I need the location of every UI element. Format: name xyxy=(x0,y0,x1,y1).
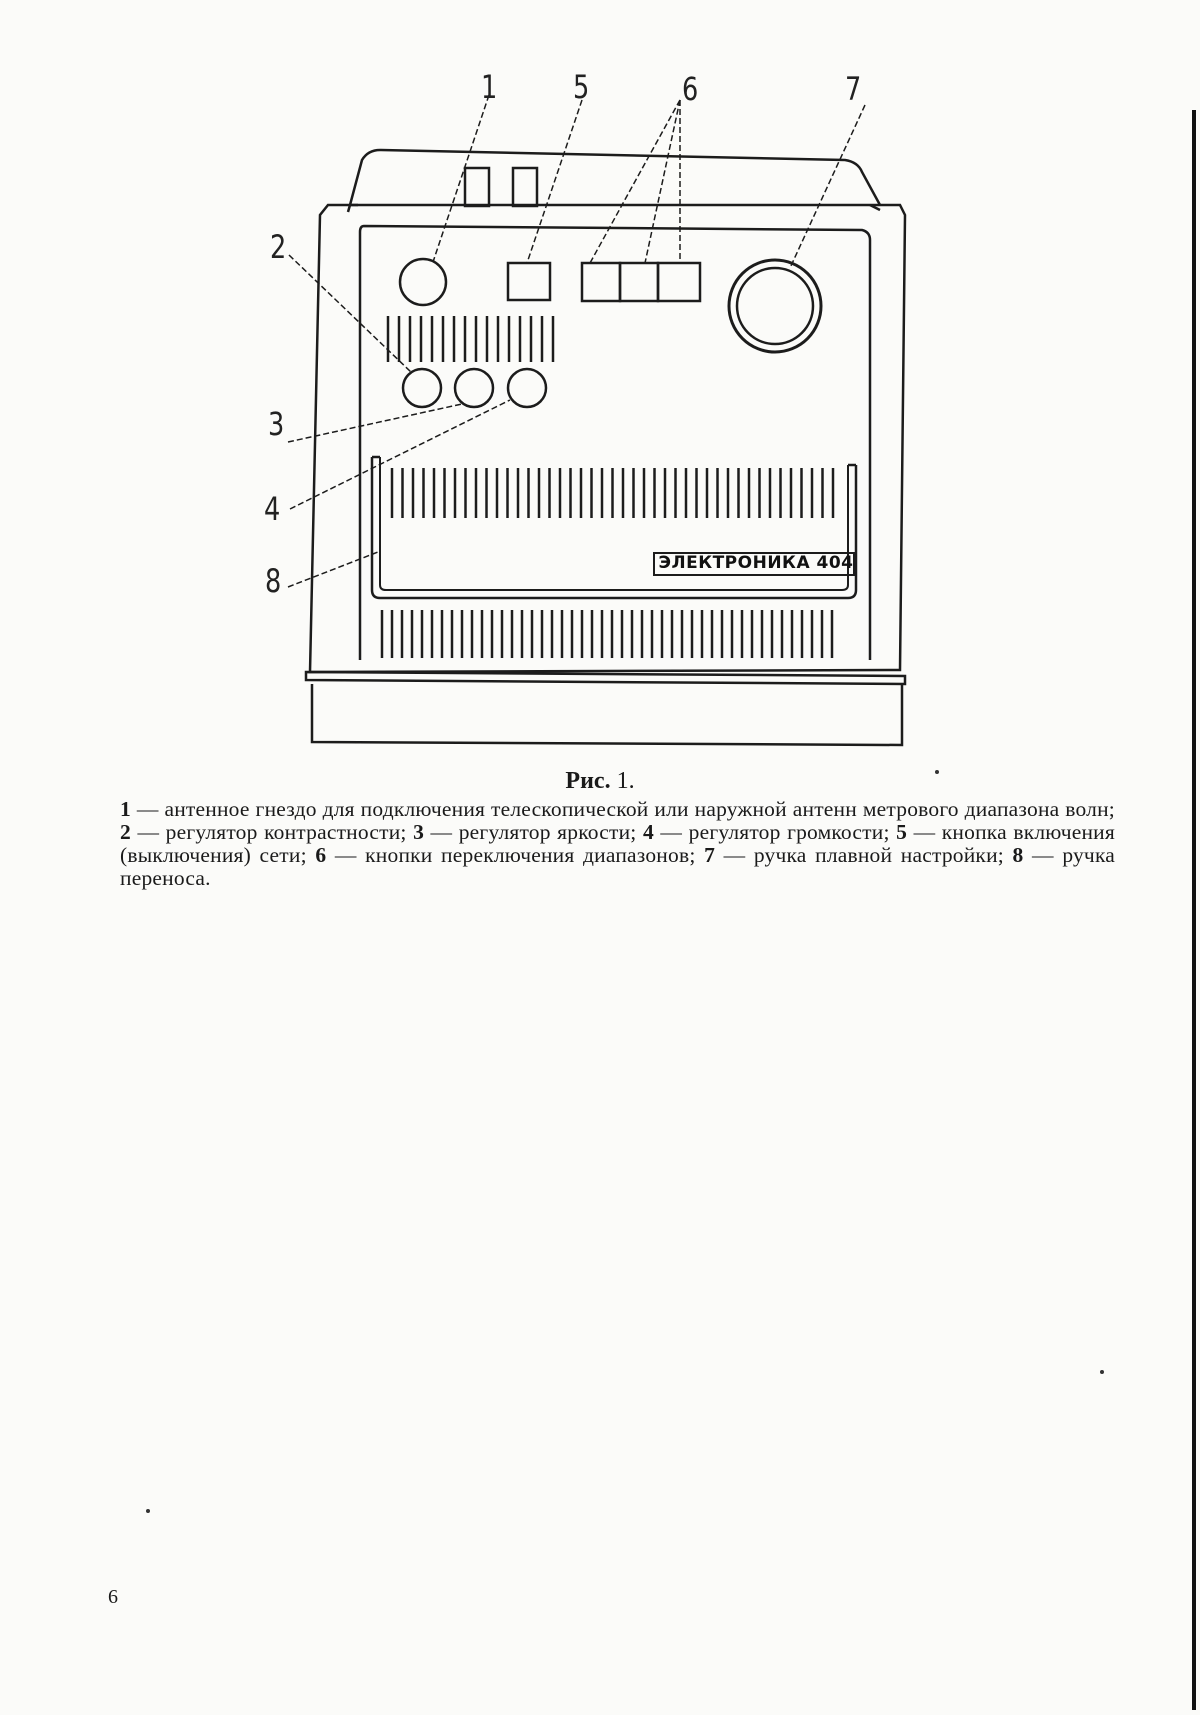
leader-line-5 xyxy=(527,100,582,263)
leader-line-8 xyxy=(288,552,378,587)
scan-speck xyxy=(935,770,939,774)
legend-item-number: 8 xyxy=(1012,843,1024,867)
figure-caption-title xyxy=(0,768,1200,795)
front-panel xyxy=(360,226,870,660)
power-button-drawing xyxy=(508,263,550,300)
callout-2: 2 xyxy=(270,228,287,266)
callout-7: 7 xyxy=(845,70,862,108)
leader-line-6a xyxy=(590,100,680,263)
legend-item-separator: — xyxy=(907,820,942,844)
volume-knob xyxy=(508,369,546,407)
callout-3: 3 xyxy=(268,405,285,443)
legend-item-number: 3 xyxy=(413,820,425,844)
legend-item-text: ручка плавной настройки; xyxy=(753,843,1004,867)
legend-item-text: кнопки переключения диапазонов; xyxy=(365,843,696,867)
tv-base-rim xyxy=(306,672,905,684)
legend-item xyxy=(643,820,890,844)
legend-item xyxy=(315,843,695,867)
brand-plate: ЭЛЕКТРОНИКА 404 xyxy=(658,553,854,573)
contrast-knob xyxy=(403,369,441,407)
middle-vent xyxy=(392,468,833,518)
legend-item-number: 5 xyxy=(896,820,908,844)
range-button-drawing xyxy=(582,263,620,301)
legend-item-separator: — xyxy=(326,843,366,867)
legend-item-text: антенное гнездо для подключения телескопической или наружной антенн метрового диапазона волн; xyxy=(164,797,1115,821)
legend-item-number: 6 xyxy=(315,843,327,867)
figure-legend xyxy=(120,798,1115,890)
range-button-drawing xyxy=(658,263,700,301)
legend-item-separator: — xyxy=(130,797,165,821)
legend-item-text: регулятор громкости; xyxy=(688,820,890,844)
legend-item-number: 2 xyxy=(120,820,131,844)
scan-speck xyxy=(1100,1370,1104,1374)
caption-title-number: 1. xyxy=(616,768,635,794)
page-number: 6 xyxy=(108,1586,118,1608)
tuning-knob-outer xyxy=(729,260,821,352)
lower-vent xyxy=(382,610,832,658)
leader-line-2 xyxy=(289,255,412,373)
legend-item-separator: — xyxy=(653,820,689,844)
upper-vent xyxy=(388,316,553,362)
tv-base xyxy=(312,684,902,745)
legend-item-number: 1 xyxy=(120,797,131,821)
leader-line-7 xyxy=(790,105,865,268)
legend-item xyxy=(704,843,1004,867)
tv-body xyxy=(310,205,905,672)
caption-title-prefix: Рис. xyxy=(565,768,611,794)
legend-item-text: кнопка включения (выключения) сети; xyxy=(120,820,1115,867)
antenna-socket xyxy=(400,259,446,305)
brightness-knob xyxy=(455,369,493,407)
tuning-knob-inner xyxy=(737,268,813,344)
tv-top-casing xyxy=(350,150,880,205)
tv-drawing xyxy=(0,0,1200,780)
callout-5: 5 xyxy=(573,68,590,106)
callout-8: 8 xyxy=(265,562,282,600)
legend-item xyxy=(120,797,1115,821)
legend-item xyxy=(413,820,636,844)
legend-item-number: 7 xyxy=(704,843,716,867)
legend-item-text: регулятор яркости; xyxy=(458,820,637,844)
callout-4: 4 xyxy=(264,490,281,528)
tv-figure xyxy=(0,0,1200,780)
scan-speck xyxy=(146,1509,150,1513)
range-button-drawing xyxy=(620,263,658,301)
legend-item-separator: — xyxy=(424,820,459,844)
leader-line-1 xyxy=(433,95,489,262)
antenna-stub xyxy=(513,168,537,206)
legend-item-number: 4 xyxy=(642,820,654,844)
legend-item-separator: — xyxy=(130,820,166,844)
leader-line-6b xyxy=(645,100,680,263)
legend-item-text: ручка переноса. xyxy=(120,843,1116,890)
legend-item-text: регулятор контрастности; xyxy=(165,820,407,844)
legend-item-separator: — xyxy=(715,843,754,867)
legend-item-separator: — xyxy=(1023,843,1063,867)
legend-item xyxy=(120,820,407,844)
callout-6: 6 xyxy=(682,70,699,108)
callout-1: 1 xyxy=(481,68,498,106)
antenna-stub xyxy=(465,168,489,206)
